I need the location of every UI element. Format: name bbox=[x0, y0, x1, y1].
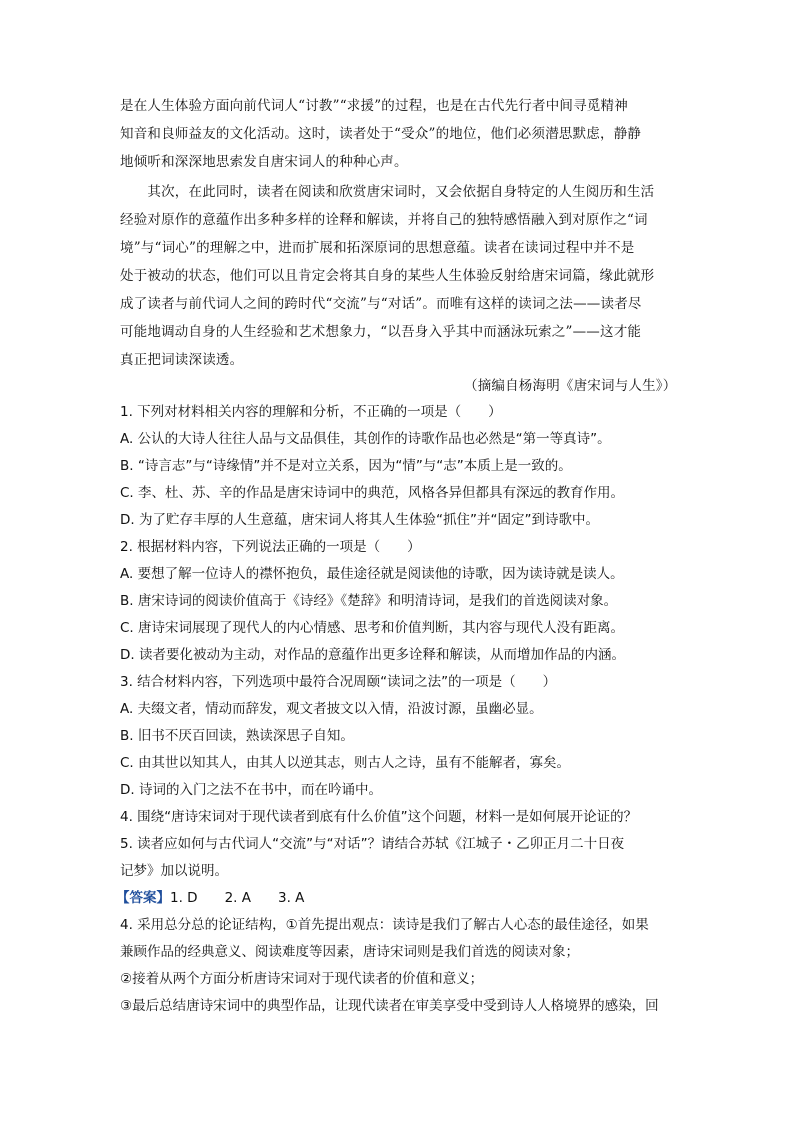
passage-line: 境”与“词心”的理解之中，进而扩展和拓深原词的思想意蕴。读者在读词过程中并不是 bbox=[120, 240, 635, 256]
option-2b: B. 唐宋诗词的阅读价值高于《诗经》《楚辞》和明清诗词，是我们的首选阅读对象。 bbox=[120, 593, 618, 609]
option-1a: A. 公认的大诗人往往人品与文品俱佳，其创作的诗歌作品也必然是“第一等真诗”。 bbox=[120, 431, 611, 447]
passage-line: 地倾听和深深地思索发自唐宋词人的种种心声。 bbox=[120, 154, 408, 170]
analysis-line: ②接着从两个方面分析唐诗宋词对于现代读者的价值和意义； bbox=[120, 971, 484, 987]
option-3d: D. 诗词的入门之法不在书中，而在吟诵中。 bbox=[120, 782, 382, 798]
passage-source: （摘编自杨海明《唐宋词与人生》） bbox=[464, 378, 677, 394]
question-5-cont: 记梦》加以说明。 bbox=[120, 863, 228, 879]
passage-line: 成了读者与前代词人之间的跨时代“交流”与“对话”。而唯有这样的读词之法——读者尽 bbox=[120, 296, 642, 312]
analysis-line: 兼顾作品的经典意义、阅读难度等因素，唐诗宋词则是我们首选的阅读对象； bbox=[120, 944, 579, 960]
option-1d: D. 为了贮存丰厚的人生意蕴，唐宋词人将其人生体验“抓住”并“固定”到诗歌中。 bbox=[120, 512, 599, 528]
question-2: 2. 根据材料内容，下列说法正确的一项是（ ） bbox=[120, 539, 421, 555]
passage-line: 可能地调动自身的人生经验和艺术想象力，“以吾身入乎其中而涵泳玩索之”——这才能 bbox=[120, 324, 642, 340]
option-1c: C. 李、杜、苏、辛的作品是唐宋诗词中的典范，风格各异但都具有深远的教育作用。 bbox=[120, 485, 625, 501]
question-3: 3. 结合材料内容，下列选项中最符合况周颐“读词之法”的一项是（ ） bbox=[120, 674, 557, 690]
option-2a: A. 要想了解一位诗人的襟怀抱负，最佳途径就是阅读他的诗歌，因为读诗就是读人。 bbox=[120, 566, 624, 582]
answer-tag: 【答案】 bbox=[116, 890, 170, 906]
passage-line: 知音和良师益友的文化活动。这时，读者处于“受众”的地位，他们必须潜思默虑，静静 bbox=[120, 126, 642, 142]
option-2d: D. 读者要化被动为主动，对作品的意蕴作出更多诠释和解读，从而增加作品的内涵。 bbox=[120, 647, 625, 663]
passage-line: 其次，在此同时，读者在阅读和欣赏唐宋词时，又会依据自身特定的人生阅历和生活 bbox=[120, 184, 655, 200]
option-1b: B. “诗言志”与“诗缘情”并不是对立关系，因为“情”与“志”本质上是一致的。 bbox=[120, 458, 572, 474]
passage-line: 经验对原作的意蕴作出多种多样的诠释和解读，并将自己的独特感悟融入到对原作之“词 bbox=[120, 212, 648, 228]
answer-text: 1. D 2. A 3. A bbox=[170, 890, 305, 906]
analysis-line: ③最后总结唐诗宋词中的典型作品，让现代读者在审美享受中受到诗人人格境界的感染，回 bbox=[120, 998, 659, 1014]
passage-line: 处于被动的状态，他们可以且肯定会将其自身的某些人生体验反射给唐宋词篇，缘此就形 bbox=[120, 268, 655, 284]
question-1: 1. 下列对材料相关内容的理解和分析，不正确的一项是（ ） bbox=[120, 404, 502, 420]
question-5: 5. 读者应如何与古代词人“交流”与“对话”？请结合苏轼《江城子・乙卯正月二十日夜 bbox=[120, 836, 625, 852]
analysis-line: 4. 采用总分总的论证结构，①首先提出观点：读诗是我们了解古人心态的最佳途径，如果 bbox=[120, 917, 649, 933]
passage-line: 真正把词读深读透。 bbox=[120, 352, 244, 368]
option-3b: B. 旧书不厌百回读，熟读深思子自知。 bbox=[120, 728, 354, 744]
question-4: 4. 围绕“唐诗宋词对于现代读者到底有什么价值”这个问题，材料一是如何展开论证的？ bbox=[120, 809, 638, 825]
option-3a: A. 夫缀文者，情动而辞发，观文者披文以入情，沿波讨源，虽幽必显。 bbox=[120, 701, 543, 717]
option-2c: C. 唐诗宋词展现了现代人的内心情感、思考和价值判断，其内容与现代人没有距离。 bbox=[120, 620, 625, 636]
passage-line: 是在人生体验方面向前代词人“讨教”“求援”的过程，也是在古代先行者中间寻觅精神 bbox=[120, 98, 628, 114]
answer-line bbox=[116, 886, 304, 906]
option-3c: C. 由其世以知其人，由其人以逆其志，则古人之诗，虽有不能解者，寡矣。 bbox=[120, 755, 571, 771]
